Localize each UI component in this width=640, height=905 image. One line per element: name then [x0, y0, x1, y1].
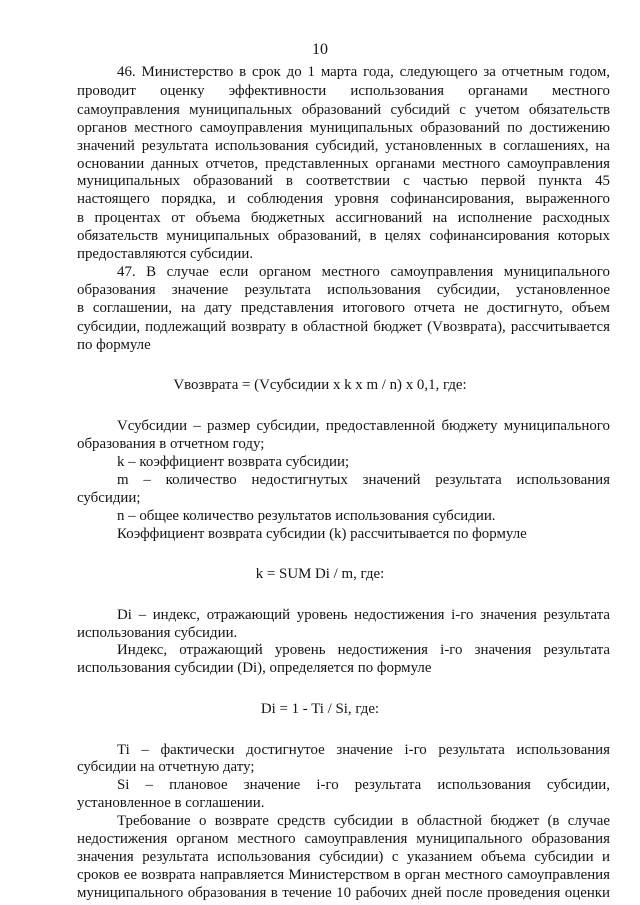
text-line: недостижения органом местного самоуправления муниципального образования [77, 831, 610, 848]
text-line: использования субсидии. [77, 624, 238, 641]
text-line: органов местного самоуправления муниципальных образований по достижению [77, 119, 610, 136]
text-line: значений результата использования субсидий, установленных в соглашениях, на [77, 137, 610, 154]
text-line: сроков ее возврата направляется Министерством в орган местного самоуправления [77, 867, 610, 884]
text-line: самоуправления муниципальных образований субсидий с учетом обязательств [77, 101, 610, 118]
text-line: предоставляются субсидии. [77, 246, 254, 263]
text-line: k – коэффициент возврата субсидии; [117, 453, 350, 470]
text-line: настоящего порядка, и соблюдения уровня софинансирования, выраженного [77, 191, 610, 208]
text-line: обязательств муниципальных образований, в целях софинансирования которых [77, 228, 610, 245]
formula-index: Di = 1 - Ti / Si, где: [260, 700, 380, 717]
formula-coefficient: k = SUM Di / m, где: [255, 566, 385, 583]
text-line: субсидии, подлежащий возврату в областной бюджет (Vвозврата), рассчитывается [77, 318, 610, 335]
text-line: по формуле [77, 336, 151, 353]
text-line: субсидии; [77, 489, 141, 506]
text-line: основании данных отчетов, представленных органами местного самоуправления [77, 155, 610, 172]
text-line: Требование о возврате средств субсидии в областной бюджет (в случае [117, 813, 610, 830]
text-line: субсидии на отчетную дату; [77, 759, 255, 776]
text-line: n – общее количество результатов использования субсидии. [117, 507, 496, 524]
text-line: образования в отчетном году; [77, 435, 265, 452]
text-line: муниципальных образований в соответствии с частью первой пункта 45 [77, 173, 610, 190]
text-line: использования субсидии (Di), определяется по формуле [77, 660, 432, 677]
text-line: значения результата использования субсидии) с указанием объема субсидии и [77, 849, 610, 866]
text-line: проводит оценку эффективности использования органами местного [77, 82, 610, 99]
text-line: образования значение результата использования субсидии, установленное [77, 281, 610, 298]
formula-return: Vвозврата = (Vсубсидии x k x m / n) x 0,1, где: [173, 377, 467, 394]
text-line: Si – плановое значение i-го результата использования субсидии, [117, 777, 610, 794]
page-number: 10 [312, 41, 328, 58]
text-line: Vсубсидии – размер субсидии, предоставленной бюджету муниципального [117, 417, 610, 434]
text-line: 46. Министерство в срок до 1 марта года, следующего за отчетным годом, [117, 64, 610, 80]
text-line: в процентах от объема бюджетных ассигнований на исполнение расходных [77, 210, 610, 227]
text-line: муниципального образования в течение 10 рабочих дней после проведения оценки [77, 885, 610, 901]
text-line: в соглашении, на дату представления итогового отчета не достигнуто, объем [77, 299, 610, 316]
text-line: Di – индекс, отражающий уровень недостижения i-го значения результата [117, 606, 610, 623]
text-line: m – количество недостигнутых значений результата использования [117, 471, 610, 488]
text-line: Индекс, отражающий уровень недостижения i-го значения результата [117, 642, 610, 659]
text-line: Коэффициент возврата субсидии (k) рассчитывается по формуле [117, 526, 527, 543]
text-line: Ti – фактически достигнутое значение i-го результата использования [117, 741, 610, 758]
text-line: 47. В случае если органом местного самоуправления муниципального [117, 264, 610, 281]
text-line: установленное в соглашении. [77, 795, 265, 812]
